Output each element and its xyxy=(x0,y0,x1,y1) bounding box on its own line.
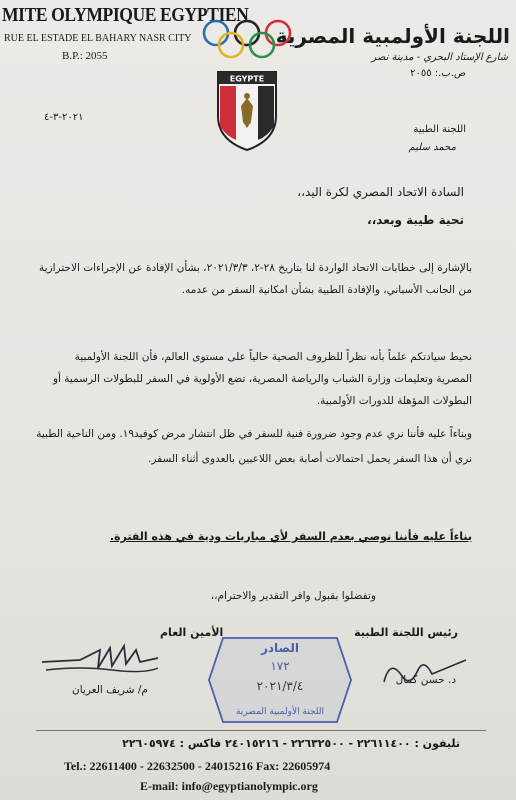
footer-divider xyxy=(36,730,486,731)
stamp-date: ٢٠٢١/٣/٤ xyxy=(256,679,304,693)
org-name-en: MITE OLYMPIQUE EGYPTIEN xyxy=(2,4,249,26)
initials-signature: محمد سليم xyxy=(408,142,456,153)
org-name-ar: اللجنة الأولمبية المصرية xyxy=(275,24,510,48)
greeting-line: تحية طيبة وبعد،، xyxy=(367,213,464,227)
stamp-header: الصادر xyxy=(260,641,300,655)
address-ar: شارع الإستاد البحري - مدينة نصر xyxy=(371,52,508,63)
po-box-ar: ص.ب.: ٢٠٥٥ xyxy=(410,68,466,79)
footer-phone-en: Tel.: 22611400 - 22632500 - 24015216 Fax: 22605974 xyxy=(64,759,331,773)
medical-chair-signature-scribble xyxy=(380,652,470,692)
po-box-en: B.P.: 2055 xyxy=(62,50,108,62)
footer-phone-ar: تليفون : ٢٢٦١١٤٠٠ - ٢٢٦٣٢٥٠٠ - ٢٤٠١٥٢١٦ فاكس : ٢٢٦٠٥٩٧٤ xyxy=(122,737,460,750)
closing-line: وتفضلوا بقبول وافر التقدير والاحترام،، xyxy=(210,590,376,602)
medical-chair-title: رئيس اللجنة الطبية xyxy=(354,626,458,639)
stamp-org: اللجنة الأولمبية المصرية xyxy=(235,707,325,717)
letter-date: ٢٠٢١-٣-٤ xyxy=(44,112,84,123)
paragraph-reference: بالإشارة إلى خطابات الاتحاد الواردة لنا بتاريخ ٢٨-٢، ٢٠٢١/٣/٣، بشأن الإفادة عن الإجراءات الاحترازية من الجانب الأسباني، والإفادة الطبية بشأن امكانية السفر من عدمه. xyxy=(38,262,472,296)
secretary-general-name: م/ شريف العريان xyxy=(72,684,148,696)
medical-chair-name: د. حسن كمال xyxy=(395,674,456,686)
stamp-number: ١٧٢ xyxy=(270,659,290,673)
olympic-rings-icon xyxy=(200,18,295,63)
address-en: RUE EL ESTADE EL BAHARY NASR CITY xyxy=(4,33,192,44)
secretary-general-title: الأمين العام xyxy=(160,626,224,639)
secretary-signature-scribble xyxy=(40,640,160,680)
emblem-text: EGYPTE xyxy=(229,74,265,84)
recommendation-line: بناءاً عليه فأننا نوصي بعدم السفر لأي مباريات ودية في هذه الفترة. xyxy=(109,530,472,543)
paragraph-context: نحيط سيادتكم علماً بأنه نظراً للظروف الصحية حالياً على مستوى العالم، فأن اللجنة الأولمبية المصرية وتعليمات وزارة الشباب والرياضة المصرية، تضع الأولوية في السفر للبطولات الرسمية أو البطولات المؤهلة للدورات الأولمبية. xyxy=(52,351,472,407)
recipient-line: السادة الاتحاد المصري لكرة اليد،، xyxy=(297,185,464,199)
egypt-shield-emblem xyxy=(216,70,278,152)
footer-email: E-mail: info@egyptianolympic.org xyxy=(140,779,318,793)
department-label: اللجنة الطبية xyxy=(413,124,466,135)
outgoing-stamp xyxy=(205,630,355,730)
paragraph-medical-opinion: وبناءاً عليه فأننا نري عدم وجود ضرورة فنية للسفر في ظل انتشار مرض كوفيد١٩. ومن الناحية الطبية نري أن هذا السفر يحمل احتمالات أصابة بعض اللاعبين بالعدوى أثناء السفر. xyxy=(36,428,472,465)
